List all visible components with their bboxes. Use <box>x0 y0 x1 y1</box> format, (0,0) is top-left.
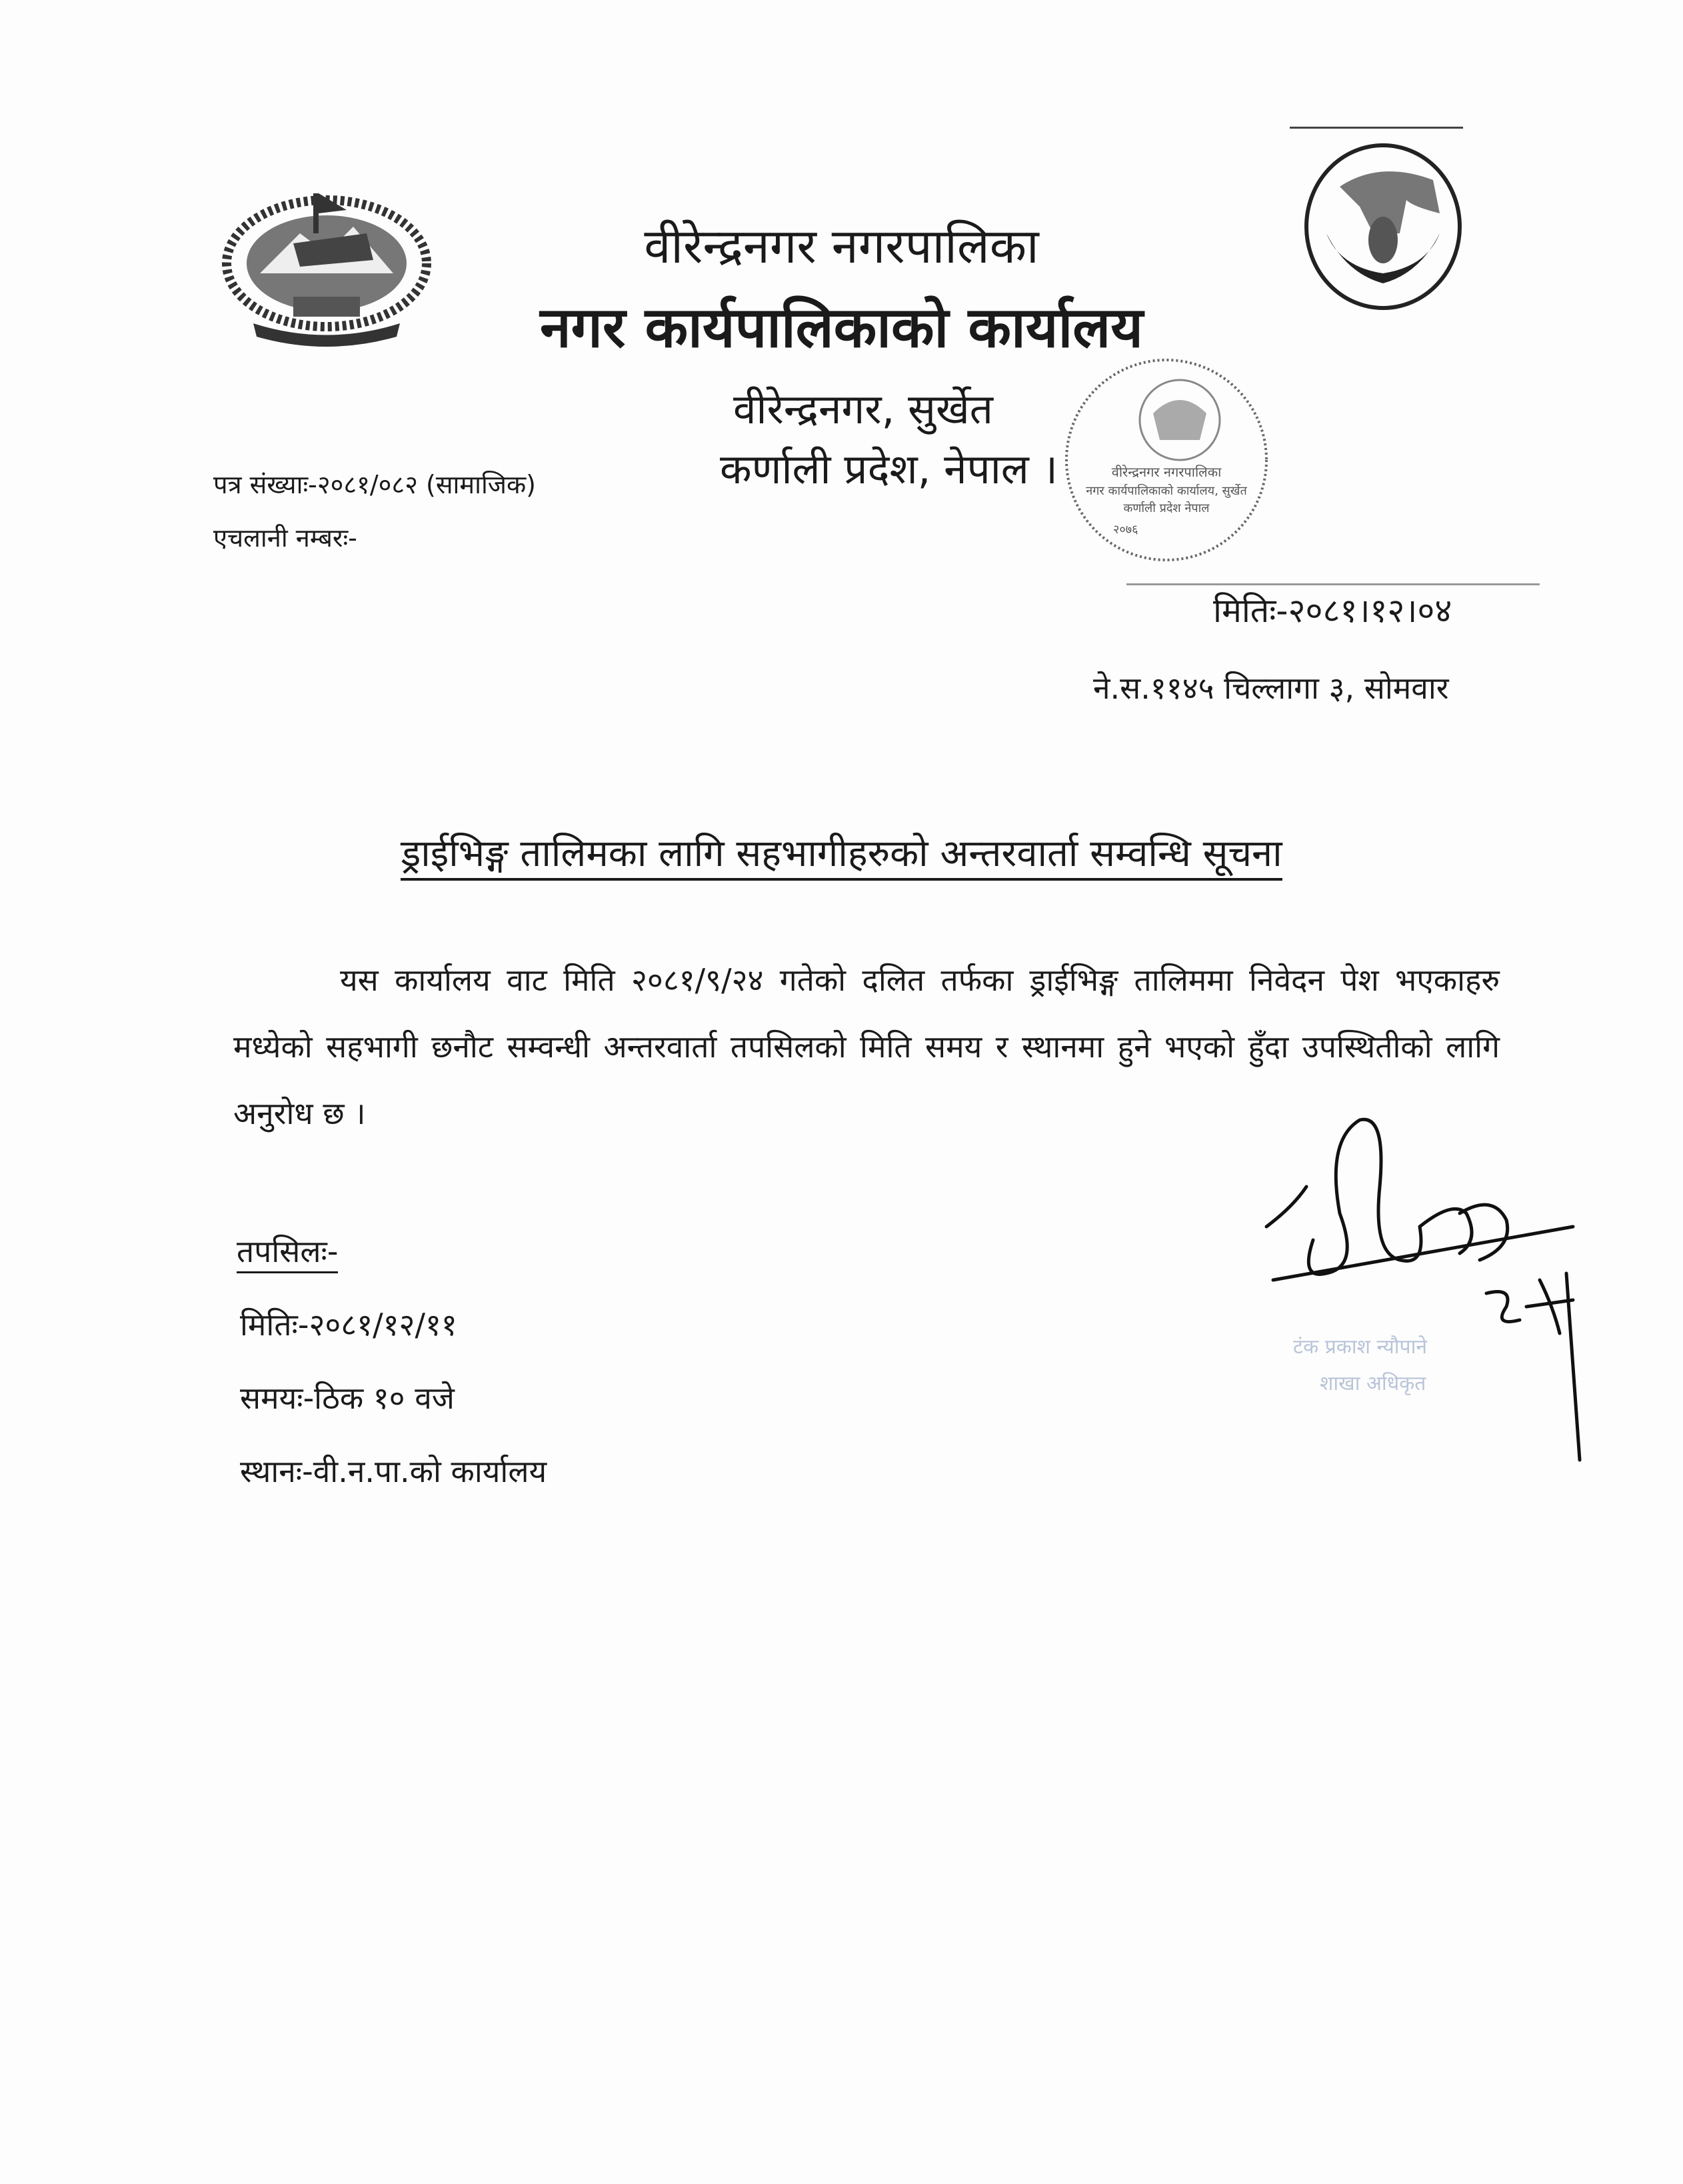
signature-stamp-title: शाखा अधिकृत <box>1320 1372 1426 1395</box>
dispatch-number: एचलानी नम्बरः- <box>213 523 357 553</box>
notice-subject <box>0 827 1683 877</box>
seal-line-1: वीरेन्द्रनगर नगरपालिका <box>1111 464 1222 480</box>
top-rule <box>1290 127 1463 129</box>
notice-body: यस कार्यालय वाट मिति २०८१/९/२४ गतेको दलित तर्फका ड्राईभिङ्ग तालिममा निवेदन पेश भएकाहरु मध्येको सहभागी छनौट सम्वन्धी अन्तरवार्ता तपसिलको मिति समय र स्थानमा हुने भएको हुँदा उपस्थितीको लागि अनुरोध छ । <box>233 962 1500 1131</box>
schedule-venue: स्थानः-वी.न.पा.को कार्यालय <box>240 1453 547 1489</box>
seal-line-2: नगर कार्यपालिकाको कार्यालय, सुर्खेत <box>1086 484 1247 498</box>
seal-year: २०७६ <box>1113 523 1138 537</box>
subject-text: ड्राईभिङ्ग तालिमका लागि सहभागीहरुको अन्तरवार्ता सम्वन्धि सूचना <box>401 832 1282 881</box>
province-name: कर्णाली प्रदेश, नेपाल । <box>720 445 1058 493</box>
schedule-date: मितिः-२०८१/१२/११ <box>240 1307 457 1343</box>
nepal-sambat-date: ने.स.११४५ चिल्लागा ३, सोमवार <box>1093 670 1449 706</box>
letter-number: पत्र संख्याः-२०८१/०८२ (सामाजिक) <box>213 470 536 499</box>
office-round-seal <box>1046 340 1286 580</box>
office-title: नगर कार्यपालिकाको कार्यालय <box>540 295 1143 360</box>
seal-line-3: कर्णाली प्रदेश नेपाल <box>1123 501 1210 515</box>
seal-rule <box>1126 583 1540 585</box>
schedule-time: समयः-ठिक १० वजे <box>240 1380 455 1416</box>
officer-signature <box>1253 1107 1586 1480</box>
schedule-heading: तपसिलः- <box>237 1230 338 1273</box>
municipality-name: वीरेन्द्रनगर नगरपालिका <box>644 218 1039 274</box>
signature-stamp-name: टंक प्रकाश न्यौपाने <box>1293 1335 1427 1359</box>
letter-date: मितिः-२०८१।१२।०४ <box>1213 591 1452 630</box>
office-location: वीरेन्द्रनगर, सुर्खेत <box>733 385 994 433</box>
